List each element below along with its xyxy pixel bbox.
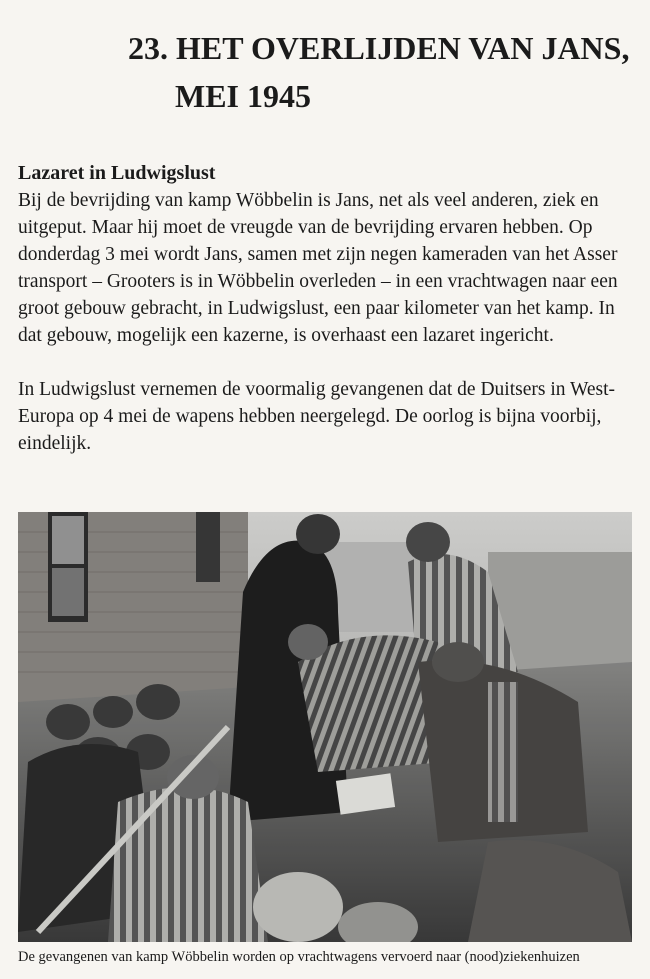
section-subheading: Lazaret in Ludwigslust — [18, 162, 216, 184]
chapter-title — [0, 24, 650, 120]
body-paragraph-1: Bij de bevrijding van kamp Wöbbelin is Jans, net als veel anderen, ziek en uitgeput. Maar hij moet de vreugde van de bevrijding ervaren hebben. Op donderdag 3 mei wordt Jans, samen met zijn negen kameraden van het Asser transport – Grooters is in Wöbbelin overleden – in een vrachtwagen naar een groot gebouw gebracht, in Ludwigslust, een paar kilometer van het kamp. In dat gebouw, mogelijk een kazerne, is overhaast een lazaret ingericht. — [18, 190, 618, 346]
photo-caption: De gevangenen van kamp Wöbbelin worden op vrachtwagens vervoerd naar (nood)ziekenhuizen — [18, 949, 580, 965]
chapter-title-line-1: 23. HET OVERLIJDEN VAN JANS, — [128, 30, 630, 66]
body-paragraph-2: In Ludwigslust vernemen de voormalig gevangenen dat de Duitsers in West-Europa op 4 mei de wapens hebben neergelegd. De oorlog is bijna voorbij, eindelijk. — [18, 379, 616, 454]
photo-illustration — [18, 512, 632, 942]
chapter-title-line-2: MEI 1945 — [175, 78, 311, 114]
chapter-body — [18, 160, 630, 457]
historical-photograph — [18, 512, 632, 942]
